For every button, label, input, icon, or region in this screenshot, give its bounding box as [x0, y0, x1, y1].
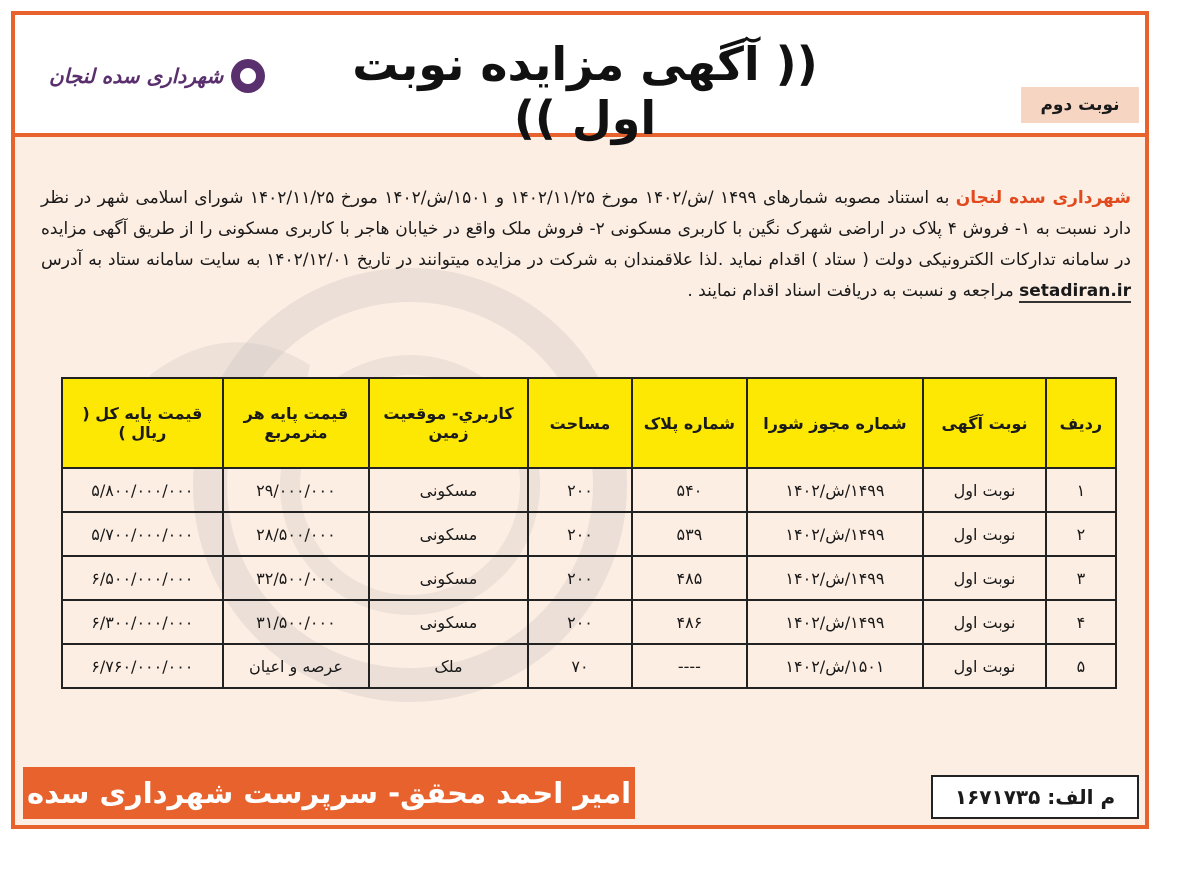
cell-row-number: ۳ [1046, 556, 1116, 600]
cell-row-number: ۴ [1046, 600, 1116, 644]
ad-frame [11, 11, 1149, 862]
table-row [62, 556, 1116, 600]
cell-area: ۲۰۰ [528, 512, 632, 556]
col-header-land-use: کاربري- موقعیت زمین [369, 378, 528, 468]
cell-plot-number: ۵۳۹ [632, 512, 746, 556]
table-row [62, 644, 1116, 688]
page-title: (( آگهی مزایده نوبت اول )) [352, 37, 818, 145]
setadiran-link[interactable]: setadiran.ir [1019, 281, 1131, 301]
round-badge: نوبت دوم [1021, 87, 1139, 123]
col-header-council-permit: شماره مجوز شورا [747, 378, 924, 468]
table-row [62, 468, 1116, 512]
announcement-end: مراجعه و نسبت به دریافت اسناد اقدام نمایند . [687, 281, 1014, 301]
cell-area: ۲۰۰ [528, 468, 632, 512]
cell-price-per-sqm: ۳۲/۵۰۰/۰۰۰ [223, 556, 370, 600]
announcement-text [41, 183, 1131, 307]
publication-code: م الف: ۱۶۷۱۷۳۵ [931, 775, 1139, 819]
col-header-row-number: ردیف [1046, 378, 1116, 468]
cell-plot-number: ---- [632, 644, 746, 688]
cell-land-use: مسکونی [369, 600, 528, 644]
ad-header [15, 15, 1145, 145]
cell-land-use: مسکونی [369, 556, 528, 600]
cell-round: نوبت اول [923, 644, 1045, 688]
cell-round: نوبت اول [923, 556, 1045, 600]
table-header-row [62, 378, 1116, 468]
cell-land-use: مسکونی [369, 512, 528, 556]
organization-name: شهرداری سده لنجان [955, 188, 1131, 208]
signature-banner: امیر احمد محقق- سرپرست شهرداری سده لنجان [23, 767, 635, 819]
cell-plot-number: ۵۴۰ [632, 468, 746, 512]
cell-council-permit: ۱۴۹۹/ش/۱۴۰۲ [747, 600, 924, 644]
cell-council-permit: ۱۴۹۹/ش/۱۴۰۲ [747, 512, 924, 556]
cell-round: نوبت اول [923, 600, 1045, 644]
col-header-plot-number: شماره پلاک [632, 378, 746, 468]
cell-area: ۲۰۰ [528, 556, 632, 600]
table-row [62, 600, 1116, 644]
logo-text: شهرداری سده لنجان [49, 64, 224, 88]
cell-price-per-sqm: ۲۸/۵۰۰/۰۰۰ [223, 512, 370, 556]
cell-council-permit: ۱۵۰۱/ش/۱۴۰۲ [747, 644, 924, 688]
col-header-round: نوبت آگهی [923, 378, 1045, 468]
cell-row-number: ۲ [1046, 512, 1116, 556]
auction-table [61, 377, 1117, 689]
cell-total-price: ۶/۳۰۰/۰۰۰/۰۰۰ [62, 600, 223, 644]
cell-round: نوبت اول [923, 512, 1045, 556]
table-row [62, 512, 1116, 556]
cell-land-use: مسکونی [369, 468, 528, 512]
col-header-total-price: قیمت پایه کل ( ریال ) [62, 378, 223, 468]
cell-price-per-sqm: عرصه و اعیان [223, 644, 370, 688]
cell-price-per-sqm: ۲۹/۰۰۰/۰۰۰ [223, 468, 370, 512]
cell-price-per-sqm: ۳۱/۵۰۰/۰۰۰ [223, 600, 370, 644]
cell-total-price: ۵/۸۰۰/۰۰۰/۰۰۰ [62, 468, 223, 512]
cell-row-number: ۵ [1046, 644, 1116, 688]
cell-total-price: ۶/۷۶۰/۰۰۰/۰۰۰ [62, 644, 223, 688]
cell-total-price: ۵/۷۰۰/۰۰۰/۰۰۰ [62, 512, 223, 556]
cell-council-permit: ۱۴۹۹/ش/۱۴۰۲ [747, 556, 924, 600]
col-header-price-per-sqm: قیمت پایه هر مترمربع [223, 378, 370, 468]
cell-row-number: ۱ [1046, 468, 1116, 512]
cell-plot-number: ۴۸۶ [632, 600, 746, 644]
cell-area: ۷۰ [528, 644, 632, 688]
emblem-icon [231, 59, 265, 93]
cell-council-permit: ۱۴۹۹/ش/۱۴۰۲ [747, 468, 924, 512]
cell-area: ۲۰۰ [528, 600, 632, 644]
cell-round: نوبت اول [923, 468, 1045, 512]
announcement-body: به استناد مصوبه شمارهای ۱۴۹۹ /ش/۱۴۰۲ مورخ ۱۴۰۲/۱۱/۲۵ و ۱۵۰۱/ش/۱۴۰۲ مورخ ۱۴۰۲/۱۱/۲۵ شورای اسلامی شهر در نظر دارد نسبت به ۱- فروش ۴ پلاک در اراضی شهرک نگین با کاربری مسکونی ۲- فروش ملک واقع در خیابان هاجر با کاربری مسکونی را از طریق آگهی مزایده در سامانه تدارکات الکترونیکی دولت ( ستاد ) اقدام نماید .لذا علاقمندان به شرکت در مزایده میتوانند در تاریخ ۱۴۰۲/۱۲/۰۱ به سایت سامانه ستاد به آدرس [41, 188, 1131, 270]
cell-land-use: ملک [369, 644, 528, 688]
municipality-logo [49, 59, 265, 93]
cell-plot-number: ۴۸۵ [632, 556, 746, 600]
cell-total-price: ۶/۵۰۰/۰۰۰/۰۰۰ [62, 556, 223, 600]
col-header-area: مساحت [528, 378, 632, 468]
